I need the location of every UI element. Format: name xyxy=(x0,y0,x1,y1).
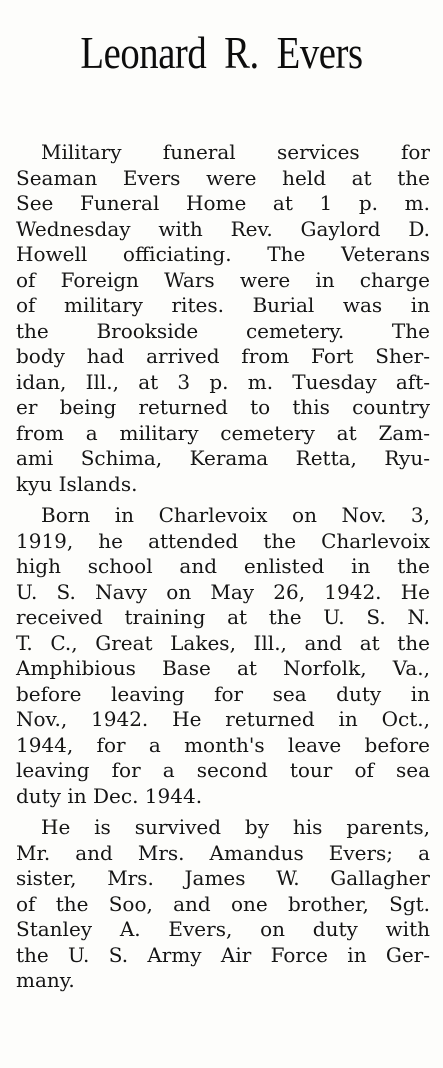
text-line: 1944, for a month's leave before xyxy=(16,732,430,757)
text-line: received training at the U. S. N. xyxy=(16,605,430,629)
text-line: idan, Ill., at 3 p. m. Tuesday aft- xyxy=(16,369,430,394)
text-line: 1919, he attended the Charlevoix xyxy=(16,528,430,553)
text-line: U. S. Navy on May 26, 1942. He xyxy=(16,579,430,604)
text-line: T. C., Great Lakes, Ill., and at the xyxy=(16,630,430,655)
text-line: See Funeral Home at 1 p. m. xyxy=(16,191,430,215)
text-line: kyu Islands. xyxy=(16,471,138,496)
text-line: sister, Mrs. James W. Gallagher xyxy=(16,866,430,890)
text-line: body had arrived from Fort Sher- xyxy=(16,344,430,368)
text-line: Howell officiating. The Veterans xyxy=(16,242,430,266)
text-line: Wednesday with Rev. Gaylord D. xyxy=(16,216,430,241)
text-line: Stanley A. Evers, on duty with xyxy=(16,917,430,941)
text-line: He is survived by his parents, xyxy=(41,815,430,839)
text-line: from a military cemetery at Zam- xyxy=(16,420,430,445)
text-line: duty in Dec. 1944. xyxy=(16,783,203,808)
text-line: Nov., 1942. He returned in Oct., xyxy=(16,707,430,731)
text-line: Seaman Evers were held at the xyxy=(16,165,430,190)
text-line: the Brookside cemetery. The xyxy=(16,318,430,343)
text-line: of the Soo, and one brother, Sgt. xyxy=(16,891,430,916)
text-line: of military rites. Burial was in xyxy=(16,293,430,317)
paragraph-biography xyxy=(16,503,430,809)
paragraph-survivors xyxy=(16,815,430,994)
headline: Leonard R. Evers xyxy=(80,28,363,78)
text-line: many. xyxy=(16,968,75,992)
text-line: high school and enlisted in the xyxy=(16,554,430,578)
text-line: Mr. and Mrs. Amandus Evers; a xyxy=(16,840,430,865)
text-line: the U. S. Army Air Force in Ger- xyxy=(16,942,430,967)
text-line: of Foreign Wars were in charge xyxy=(16,267,430,292)
article-body xyxy=(16,140,430,1000)
text-line: Born in Charlevoix on Nov. 3, xyxy=(41,503,430,527)
text-line: before leaving for sea duty in xyxy=(16,681,430,706)
text-line: leaving for a second tour of sea xyxy=(16,758,430,782)
paragraph-funeral xyxy=(16,140,430,497)
text-line: Amphibious Base at Norfolk, Va., xyxy=(16,656,430,680)
text-line: er being returned to this country xyxy=(16,395,430,419)
text-line: Military funeral services for xyxy=(41,140,430,164)
text-line: ami Schima, Kerama Retta, Ryu- xyxy=(16,446,430,470)
